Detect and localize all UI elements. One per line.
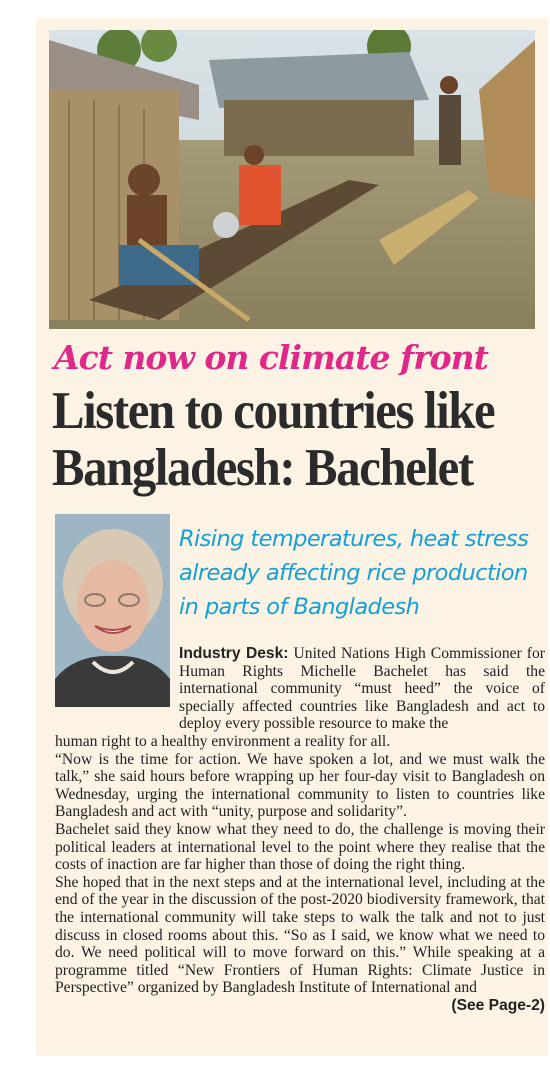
dateline: Industry Desk: [179,645,289,662]
subheading-line-3: in parts of Bangladesh [179,594,420,620]
paragraph-3: Bachelet said they know what they need to do, the challenge is moving their political leaders at international level to the point where they realise that the costs of inaction are far higher than those of doing the right thing. [55,820,545,874]
paragraph-intro [55,645,545,733]
flood-photo [49,30,535,329]
article-clipping [36,18,548,1056]
paragraph-4-text: She hoped that in the next steps and at the international level, including at the end of the year in the discussion of the post-2020 biodiversity framework, that the international community will take steps to walk the talk and not to just discuss in closed rooms about this. “So as I said, we know what we need to do. We need political will to move forward on this.” While speaking at a programme titled “New Frontiers of Human Rights: Climate Justice in Perspective” organized by Bangladesh Institute of International and [55,873,545,997]
paragraph-intro-continued: human right to a healthy environment a reality for all. [55,732,391,750]
subheading-line-1: Rising temperatures, heat stress [179,526,529,552]
intro-text: United Nations High Commissioner for Human Rights Michelle Bachelet has said the international community “must heed” the voice of specially affected countries like Bangladesh and act to deploy every possible resource to make the [179,645,545,733]
headline-line-1: Listen to countries like [52,382,495,440]
subheading [179,522,539,624]
paragraph-4 [55,873,545,1014]
paragraph-2: “Now is the time for action. We have spoken a lot, and we must walk the talk,” she said hours before wrapping up her four-day visit to Bangladesh on Wednesday, urging the international community to listen to countries like Bangladesh and act with “unity, purpose and solidarity”. [55,750,545,821]
article-body [55,645,545,1014]
headline-line-2: Bangladesh: Bachelet [52,439,473,497]
subheading-line-2: already affecting rice production [179,560,528,586]
headline [52,383,506,497]
kicker-heading: Act now on climate front [54,338,488,377]
see-page-link: (See Page-2) [451,996,545,1014]
